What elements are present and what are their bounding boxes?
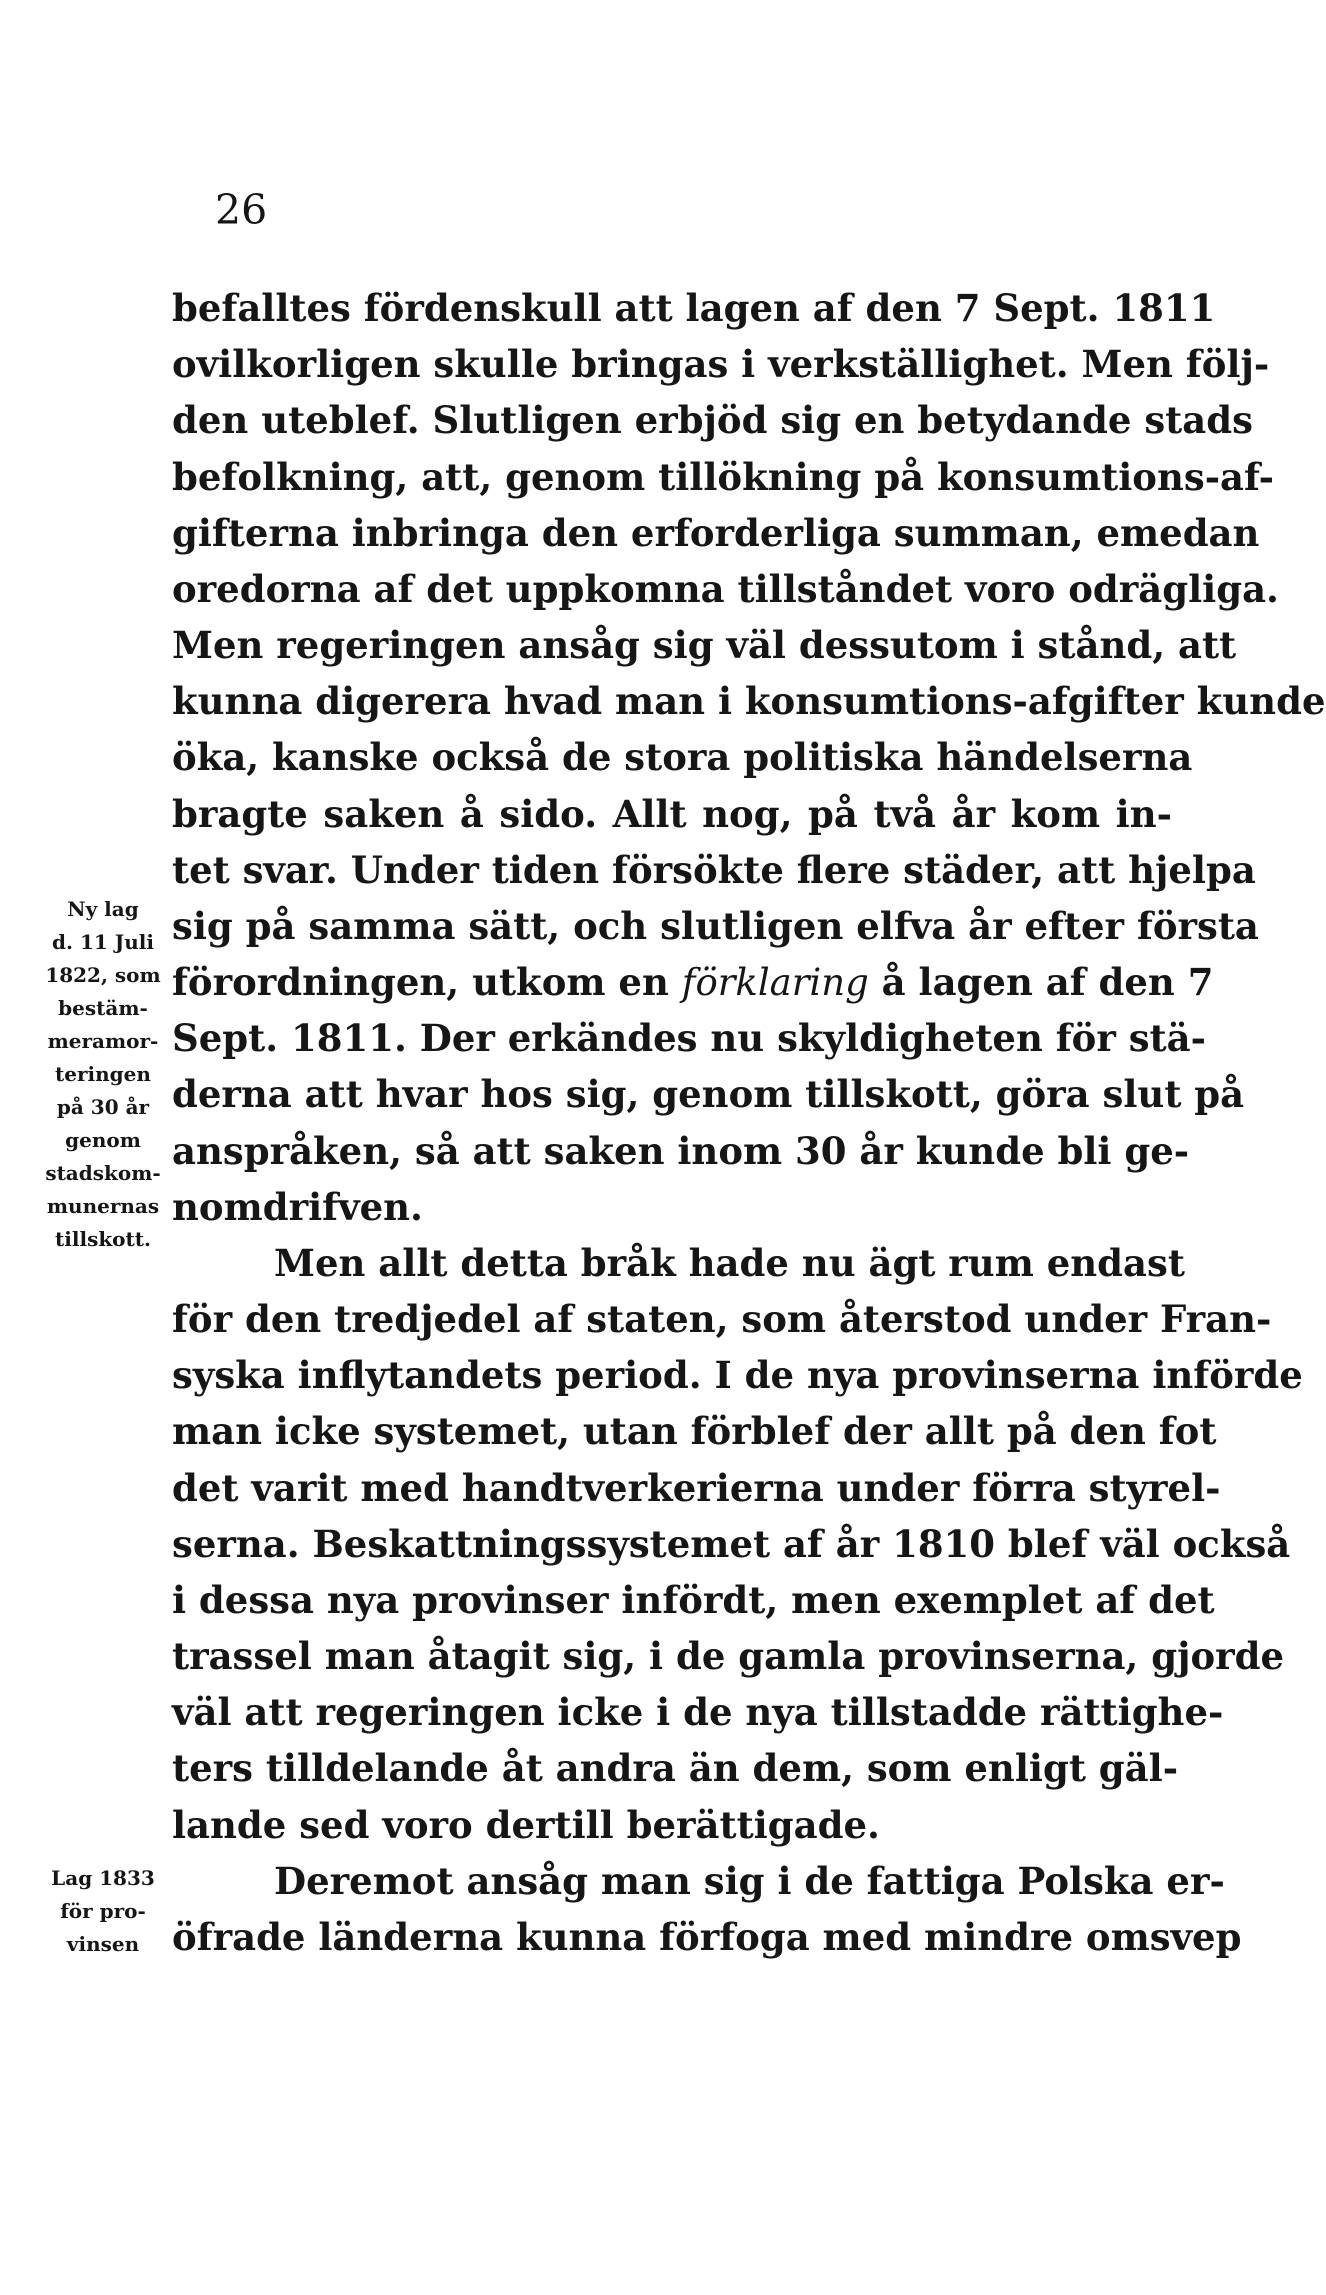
text-line: gifterna inbringa den erforderliga summan, emedan bbox=[172, 511, 1260, 555]
text-line: tet svar. Under tiden försökte flere städer, att hjelpa bbox=[172, 848, 1256, 892]
text-line: syska inflytandets period. I de nya provinserna införde bbox=[172, 1353, 1303, 1397]
text-line: Deremot ansåg man sig i de fattiga Polska er- bbox=[274, 1859, 1225, 1903]
text-line: derna att hvar hos sig, genom tillskott, göra slut på bbox=[172, 1072, 1245, 1116]
margin-note-line: för pro- bbox=[60, 1899, 146, 1923]
text-line: man icke systemet, utan förblef der allt på den fot bbox=[172, 1409, 1217, 1453]
page-number: 26 bbox=[215, 186, 268, 234]
margin-note-line: d. 11 Juli bbox=[52, 930, 154, 954]
text-line: öka, kanske också de stora politiska händelserna bbox=[172, 735, 1193, 779]
text-line: väl att regeringen icke i de nya tillstadde rättighe- bbox=[172, 1690, 1224, 1734]
margin-note-line: meramor- bbox=[47, 1029, 159, 1053]
emphasized-word: förklaring bbox=[681, 961, 869, 1004]
text-line: trassel man åtagit sig, i de gamla provinserna, gjorde bbox=[172, 1634, 1285, 1678]
margin-note-line: bestäm- bbox=[58, 996, 148, 1020]
text-line: oredorna af det uppkomna tillståndet voro odrägliga. bbox=[172, 567, 1279, 611]
text-line: serna. Beskattningssystemet af år 1810 blef väl också bbox=[172, 1522, 1291, 1566]
text-line: Men allt detta bråk hade nu ägt rum endast bbox=[274, 1241, 1185, 1285]
text-line: för den tredjedel af staten, som återstod under Fran- bbox=[172, 1297, 1272, 1341]
margin-note-line: Ny lag bbox=[67, 897, 139, 921]
margin-note-line: 1822, som bbox=[45, 963, 161, 987]
text-line: Sept. 1811. Der erkändes nu skyldigheten för stä- bbox=[172, 1016, 1206, 1060]
margin-note-line: stadskom- bbox=[45, 1161, 161, 1185]
margin-note bbox=[28, 1862, 178, 1961]
margin-note-line: munernas bbox=[46, 1194, 160, 1218]
text-line: kunna digerera hvad man i konsumtions-afgifter kunde bbox=[172, 679, 1326, 723]
text-line: lande sed voro dertill berättigade. bbox=[172, 1803, 880, 1847]
text-line: ters tilldelande åt andra än dem, som enligt gäl- bbox=[172, 1746, 1179, 1790]
text-line: befalltes fördenskull att lagen af den 7 Sept. 1811 bbox=[172, 286, 1216, 330]
text-line: anspråken, så att saken inom 30 år kunde bli ge- bbox=[172, 1129, 1190, 1173]
text-line: nomdrifven. bbox=[172, 1185, 423, 1229]
text-line: öfrade länderna kunna förfoga med mindre omsvep bbox=[172, 1915, 1242, 1959]
text-line: det varit med handtverkerierna under förra styrel- bbox=[172, 1466, 1221, 1510]
text-line: i dessa nya provinser infördt, men exemplet af det bbox=[172, 1578, 1215, 1622]
margin-note-line: genom bbox=[65, 1128, 141, 1152]
text-segment: å lagen af den 7 bbox=[881, 960, 1214, 1004]
text-segment: förordningen, utkom en bbox=[172, 960, 669, 1004]
text-line: Men regeringen ansåg sig väl dessutom i stånd, att bbox=[172, 623, 1237, 667]
text-line: den uteblef. Slutligen erbjöd sig en betydande stads bbox=[172, 398, 1253, 442]
text-line: bragte saken å sido. Allt nog, på två år kom in- bbox=[172, 792, 1172, 836]
margin-note-line: Lag 1833 bbox=[51, 1866, 155, 1890]
text-line: ovilkorligen skulle bringas i verkställighet. Men följ- bbox=[172, 342, 1270, 386]
margin-note-line: på 30 år bbox=[56, 1095, 150, 1119]
margin-note bbox=[28, 893, 178, 1256]
margin-note-line: teringen bbox=[55, 1062, 151, 1086]
text-line: befolkning, att, genom tillökning på konsumtions-af- bbox=[172, 455, 1274, 499]
margin-note-line: tillskott. bbox=[55, 1227, 151, 1251]
margin-note-line: vinsen bbox=[66, 1932, 140, 1956]
text-line bbox=[172, 954, 1214, 1010]
text-line: sig på samma sätt, och slutligen elfva år efter första bbox=[172, 904, 1259, 948]
